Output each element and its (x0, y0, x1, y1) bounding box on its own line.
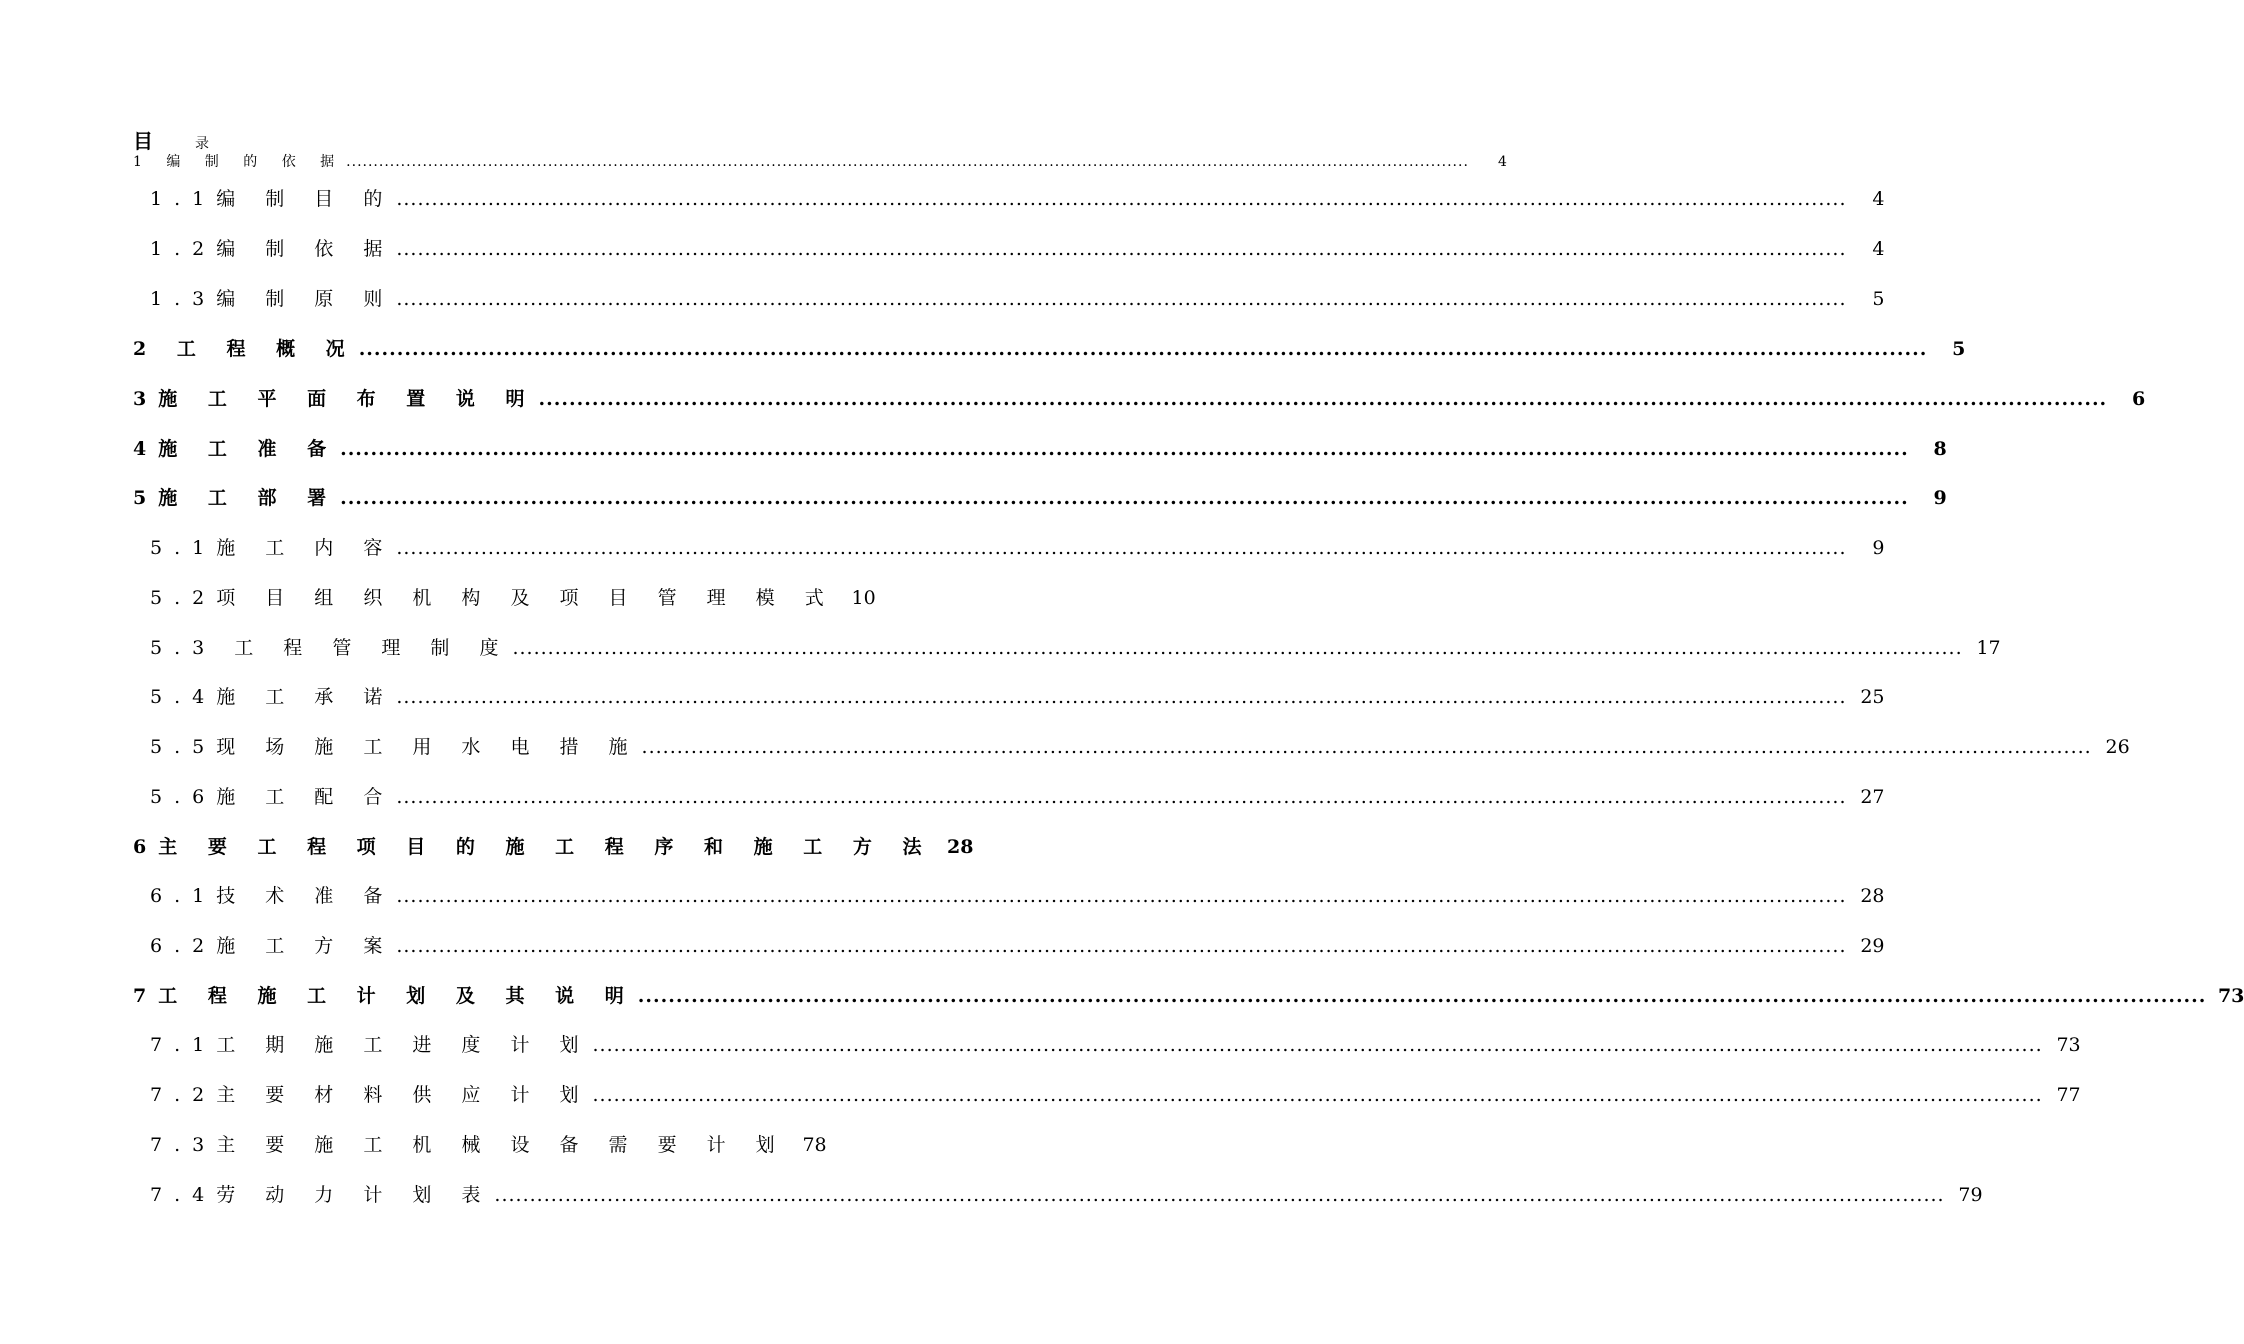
toc-entry-page: 9 (1872, 537, 1885, 559)
toc-leader-dots: .............................................................................................................................................................................................................. (396, 537, 1847, 559)
toc-entry-6-1[interactable] (150, 882, 1885, 910)
toc-entry-page: 4 (1498, 154, 1507, 170)
toc-entry-label: 6.1技 术 准 备 (150, 885, 395, 907)
toc-leader-dots: .............................................................................................................................................................................................................. (340, 438, 1909, 460)
toc-leader-dots: .............................................................................................................................................................................................................. (358, 338, 1928, 360)
toc-entry-2[interactable] (133, 335, 1966, 363)
toc-entry-label: 5.2项 目 组 织 机 构 及 项 目 管 理 模 式 (150, 587, 836, 609)
toc-entry-1-2[interactable] (150, 235, 1885, 263)
toc-entry-page: 27 (1860, 786, 1885, 808)
toc-entry-label: 1 编 制 的 依 据 (133, 154, 345, 170)
toc-entry-page: 4 (1872, 188, 1885, 210)
toc-entry-page: 25 (1860, 686, 1885, 708)
toc-entry-label: 5.6施 工 配 合 (150, 786, 395, 808)
toc-entry-4[interactable] (133, 435, 1947, 463)
toc-entry-label: 1.3编 制 原 则 (150, 288, 395, 310)
toc-entry-6-2[interactable] (150, 932, 1885, 960)
toc-entry-1-3[interactable] (150, 285, 1885, 313)
toc-entry-label: 4施 工 准 备 (133, 438, 339, 460)
toc-entry-5-1[interactable] (150, 534, 1885, 562)
toc-entry-5[interactable] (133, 484, 1947, 512)
toc-entry-label: 1.2编 制 依 据 (150, 238, 395, 260)
toc-entry-7-1[interactable] (150, 1031, 2081, 1059)
toc-entry-page: 73 (2217, 985, 2244, 1007)
toc-entry-3[interactable] (133, 385, 2146, 413)
toc-entry-page: 78 (802, 1134, 827, 1156)
toc-title (133, 125, 209, 153)
toc-entry-label: 2 工 程 概 况 (133, 338, 357, 360)
toc-leader-dots: .............................................................................................................................................................................................................. (346, 154, 1469, 170)
toc-entry-7-4[interactable] (150, 1181, 1983, 1209)
toc-leader-dots: .............................................................................................................................................................................................................. (340, 487, 1909, 509)
toc-entry-page: 4 (1872, 238, 1885, 260)
toc-leader-dots: .............................................................................................................................................................................................................. (396, 935, 1847, 957)
toc-entry-7-2[interactable] (150, 1081, 2081, 1109)
toc-entry-5-6[interactable] (150, 783, 1885, 811)
toc-entry-page: 10 (851, 587, 876, 609)
toc-leader-dots: .............................................................................................................................................................................................................. (396, 885, 1847, 907)
toc-leader-dots: .............................................................................................................................................................................................................. (592, 1034, 2043, 1056)
toc-title-part1: 目 (133, 129, 153, 153)
toc-entry-page: 28 (947, 836, 974, 858)
toc-entry-page: 8 (1933, 438, 1947, 460)
toc-entry-page: 5 (1952, 338, 1966, 360)
toc-leader-dots: .............................................................................................................................................................................................................. (494, 1184, 1945, 1206)
toc-title-part2: 录 (195, 136, 209, 152)
toc-entry-label: 7.1工 期 施 工 进 度 计 划 (150, 1034, 591, 1056)
toc-entry-label: 7工 程 施 工 计 划 及 其 说 明 (133, 985, 636, 1007)
toc-leader-dots: .............................................................................................................................................................................................................. (641, 736, 2092, 758)
toc-entry-page: 9 (1933, 487, 1947, 509)
toc-entry-5-2[interactable] (150, 584, 876, 612)
toc-entry-page: 28 (1860, 885, 1885, 907)
toc-leader-dots: .............................................................................................................................................................................................................. (396, 238, 1847, 260)
toc-leader-dots: .............................................................................................................................................................................................................. (592, 1084, 2043, 1106)
toc-entry-5-5[interactable] (150, 733, 2130, 761)
toc-entry-label: 7.4劳 动 力 计 划 表 (150, 1184, 493, 1206)
toc-entry-label: 5.5现 场 施 工 用 水 电 措 施 (150, 736, 640, 758)
toc-leader-dots: .............................................................................................................................................................................................................. (396, 288, 1847, 310)
toc-entry-page: 29 (1860, 935, 1885, 957)
toc-entry-1-1[interactable] (150, 185, 1885, 213)
toc-entry-label: 5.1施 工 内 容 (150, 537, 395, 559)
toc-entry-6[interactable] (133, 833, 974, 861)
toc-entry-7-3[interactable] (150, 1131, 827, 1159)
toc-leader-dots: .............................................................................................................................................................................................................. (396, 786, 1847, 808)
toc-entry-5-4[interactable] (150, 683, 1885, 711)
toc-entry-7[interactable] (133, 982, 2244, 1010)
toc-entry-1[interactable] (133, 148, 1507, 176)
toc-leader-dots: .............................................................................................................................................................................................................. (538, 388, 2108, 410)
toc-entry-page: 6 (2131, 388, 2146, 410)
toc-entry-label: 1.1编 制 目 的 (150, 188, 395, 210)
toc-entry-page: 77 (2056, 1084, 2081, 1106)
toc-entry-5-3[interactable] (150, 634, 2001, 662)
toc-entry-label: 7.3主 要 施 工 机 械 设 备 需 要 计 划 (150, 1134, 787, 1156)
toc-entry-label: 6.2施 工 方 案 (150, 935, 395, 957)
toc-entry-page: 79 (1958, 1184, 1983, 1206)
toc-entry-label: 6主 要 工 程 项 目 的 施 工 程 序 和 施 工 方 法 (133, 836, 934, 858)
toc-leader-dots: .............................................................................................................................................................................................................. (396, 686, 1847, 708)
toc-entry-page: 17 (1976, 637, 2001, 659)
toc-entry-label: 5施 工 部 署 (133, 487, 339, 509)
toc-leader-dots: .............................................................................................................................................................................................................. (637, 985, 2207, 1007)
toc-entry-label: 5.3 工 程 管 理 制 度 (150, 637, 511, 659)
toc-entry-label: 3施 工 平 面 布 置 说 明 (133, 388, 537, 410)
toc-entry-label: 5.4施 工 承 诺 (150, 686, 395, 708)
toc-leader-dots: .............................................................................................................................................................................................................. (512, 637, 1963, 659)
toc-entry-page: 26 (2105, 736, 2130, 758)
toc-entry-page: 5 (1872, 288, 1885, 310)
toc-entry-page: 73 (2056, 1034, 2081, 1056)
toc-entry-label: 7.2主 要 材 料 供 应 计 划 (150, 1084, 591, 1106)
toc-leader-dots: .............................................................................................................................................................................................................. (396, 188, 1847, 210)
